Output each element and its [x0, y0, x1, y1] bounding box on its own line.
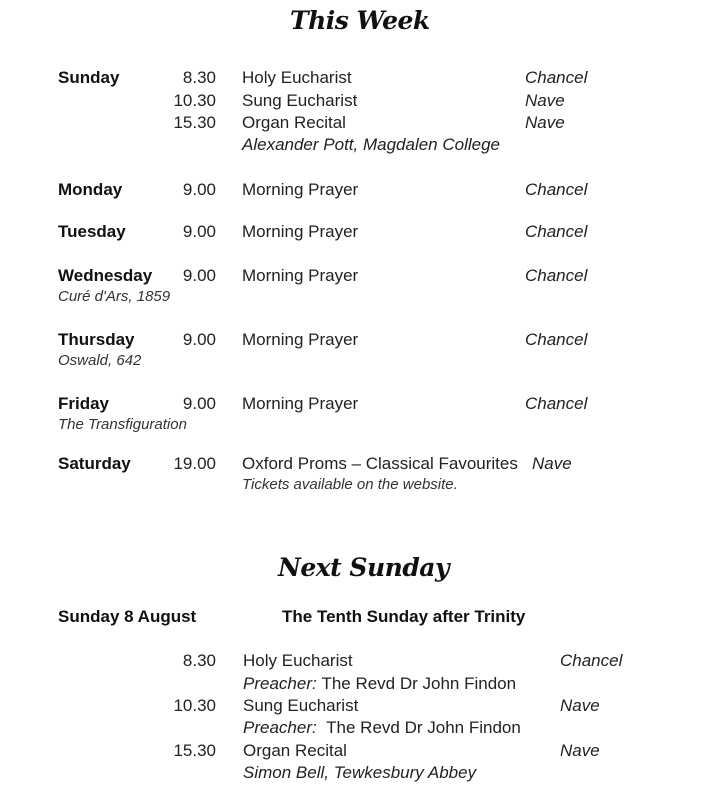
preacher-name: The Revd Dr John Findon: [321, 674, 517, 693]
monday-location: Chancel: [525, 180, 588, 199]
day-thursday: Thursday: [58, 330, 135, 349]
next-sunday-detail-2: [243, 718, 521, 738]
sunday-time-2: 10.30: [173, 91, 216, 110]
thursday-time: 9.00: [182, 330, 216, 349]
sunday-time-3: 15.30: [173, 113, 216, 132]
preacher-label: Preacher:: [243, 674, 317, 693]
next-sunday-time-1: 8.30: [182, 651, 216, 670]
next-sunday-date: Sunday 8 August: [58, 607, 197, 626]
friday-service: Morning Prayer: [242, 394, 359, 413]
wednesday-commemoration: Curé d'Ars, 1859: [58, 288, 171, 305]
wednesday-location: Chancel: [525, 266, 588, 285]
next-sunday-service-2: Sung Eucharist: [243, 696, 359, 715]
sunday-time-1: 8.30: [182, 68, 216, 87]
sunday-location-1: Chancel: [525, 68, 588, 87]
sunday-location-3: Nave: [525, 113, 565, 132]
next-sunday-service-1: Holy Eucharist: [243, 651, 353, 670]
preacher-label: Preacher:: [243, 718, 317, 737]
saturday-service: Oxford Proms – Classical Favourites: [242, 454, 518, 473]
monday-time: 9.00: [182, 180, 216, 199]
this-week-heading: This Week: [290, 6, 430, 35]
day-sunday: Sunday: [58, 68, 120, 87]
friday-location: Chancel: [525, 394, 588, 413]
sunday-service-2: Sung Eucharist: [242, 91, 358, 110]
tuesday-service: Morning Prayer: [242, 222, 359, 241]
sunday-service-3: Organ Recital: [242, 113, 346, 132]
sunday-service-1: Holy Eucharist: [242, 68, 352, 87]
tuesday-time: 9.00: [182, 222, 216, 241]
friday-commemoration: The Transfiguration: [58, 416, 187, 433]
day-friday: Friday: [58, 394, 110, 413]
day-saturday: Saturday: [58, 454, 131, 473]
saturday-time: 19.00: [173, 454, 216, 473]
next-sunday-location-2: Nave: [560, 696, 600, 715]
thursday-commemoration: Oswald, 642: [58, 352, 142, 369]
sunday-location-2: Nave: [525, 91, 565, 110]
thursday-location: Chancel: [525, 330, 588, 349]
monday-service: Morning Prayer: [242, 180, 359, 199]
saturday-location: Nave: [532, 454, 572, 473]
next-sunday-occasion: The Tenth Sunday after Trinity: [282, 607, 526, 626]
friday-time: 9.00: [182, 394, 216, 413]
wednesday-time: 9.00: [182, 266, 216, 285]
day-wednesday: Wednesday: [58, 266, 153, 285]
next-sunday-detail-3: Simon Bell, Tewkesbury Abbey: [243, 763, 477, 782]
wednesday-service: Morning Prayer: [242, 266, 359, 285]
saturday-ticket-note: Tickets available on the website.: [242, 476, 458, 493]
next-sunday-detail-1: [243, 674, 516, 694]
next-sunday-heading: Next Sunday: [278, 553, 450, 582]
next-sunday-service-3: Organ Recital: [243, 741, 347, 760]
next-sunday-location-3: Nave: [560, 741, 600, 760]
next-sunday-time-2: 10.30: [173, 696, 216, 715]
preacher-name: The Revd Dr John Findon: [326, 718, 521, 737]
sunday-performer: Alexander Pott, Magdalen College: [242, 135, 500, 154]
thursday-service: Morning Prayer: [242, 330, 359, 349]
next-sunday-time-3: 15.30: [173, 741, 216, 760]
day-monday: Monday: [58, 180, 123, 199]
next-sunday-location-1: Chancel: [560, 651, 623, 670]
day-tuesday: Tuesday: [58, 222, 126, 241]
tuesday-location: Chancel: [525, 222, 588, 241]
